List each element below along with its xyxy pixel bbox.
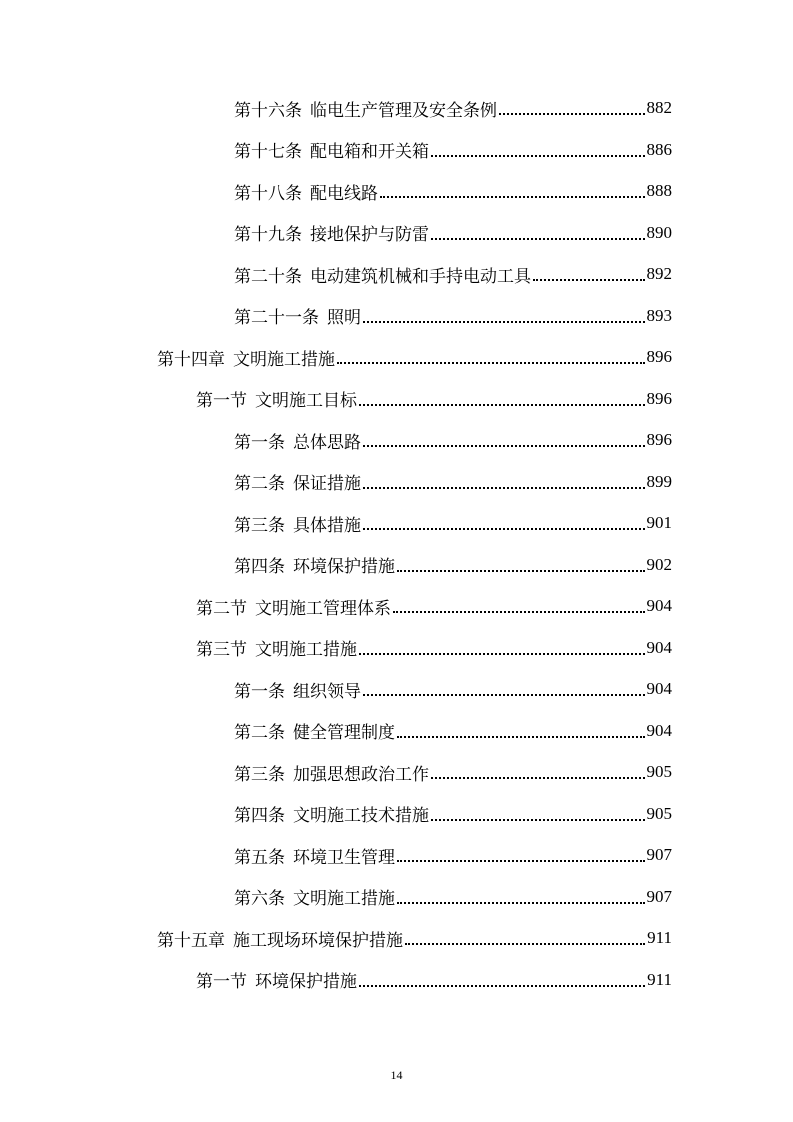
dot-leader: [363, 694, 645, 696]
dot-leader: [359, 404, 645, 406]
toc-entry-title: 临电生产管理及安全条例: [310, 100, 497, 121]
toc-entry-page: 911: [647, 969, 672, 989]
toc-entry-section[interactable]: [196, 628, 672, 668]
toc-entry-label: 第十九条: [234, 225, 302, 245]
dot-leader: [431, 155, 645, 157]
dot-leader: [397, 860, 645, 862]
toc-entry-title: 环境保护措施: [255, 972, 357, 992]
toc-entry-title: 配电箱和开关箱: [310, 142, 429, 162]
toc-entry-page: 899: [646, 471, 672, 491]
toc-entry-section[interactable]: [196, 960, 672, 1000]
toc-entry-title: 环境保护措施: [293, 557, 395, 577]
toc-entry-section[interactable]: [196, 379, 672, 419]
toc-entry-article[interactable]: [234, 88, 672, 128]
toc-entry-page: 907: [646, 886, 672, 906]
toc-entry-article[interactable]: [234, 130, 672, 170]
toc-entry-page: 904: [646, 720, 672, 740]
toc-entry-chapter[interactable]: [157, 918, 672, 958]
toc-entry-label: 第二条: [234, 723, 285, 743]
dot-leader: [431, 777, 645, 779]
toc-entry-page: 907: [646, 845, 672, 864]
toc-entry-page: 896: [646, 347, 672, 366]
toc-entry-article[interactable]: [234, 669, 672, 709]
toc-entry-title: 施工现场环境保护措施: [233, 930, 403, 951]
toc-entry-chapter[interactable]: [157, 337, 672, 377]
dot-leader: [397, 902, 645, 904]
toc-entry-article[interactable]: [234, 171, 672, 211]
toc-entry-label: 第五条: [234, 847, 285, 868]
toc-entry-label: 第二十一条: [234, 308, 319, 328]
toc-entry-page: 888: [646, 181, 672, 200]
toc-entry-label: 第十七条: [234, 142, 302, 162]
toc-entry-page: 896: [646, 430, 672, 449]
toc-entry-title: 文明施工措施: [233, 349, 335, 370]
dot-leader: [359, 653, 645, 655]
toc-entry-label: 第三条: [234, 764, 285, 785]
toc-entry-title: 文明施工目标: [255, 391, 357, 411]
toc-entry-label: 第十八条: [234, 183, 302, 204]
toc-entry-label: 第十五章: [157, 930, 225, 951]
toc-entry-label: 第一节: [196, 972, 247, 992]
toc-entry-page: 886: [646, 139, 672, 159]
dot-leader: [363, 321, 645, 323]
toc-entry-page: 890: [646, 222, 672, 242]
toc-entry-title: 加强思想政治工作: [293, 764, 429, 785]
toc-entry-article[interactable]: [234, 877, 672, 917]
toc-entry-page: 902: [646, 554, 672, 574]
toc-entry-title: 具体措施: [293, 515, 361, 536]
toc-entry-label: 第三节: [196, 640, 247, 660]
toc-entry-label: 第二节: [196, 598, 247, 619]
toc-entry-title: 总体思路: [293, 432, 361, 453]
toc-entry-title: 文明施工技术措施: [293, 806, 429, 826]
dot-leader: [397, 570, 645, 572]
toc-entry-page: 905: [646, 762, 672, 781]
dot-leader: [337, 362, 645, 364]
toc-entry-label: 第十六条: [234, 100, 302, 121]
toc-entry-article[interactable]: [234, 420, 672, 460]
dot-leader: [431, 238, 645, 240]
toc-entry-page: 882: [646, 98, 672, 117]
toc-entry-page: 896: [646, 388, 672, 408]
toc-entry-article[interactable]: [234, 254, 672, 294]
toc-entry-title: 接地保护与防雷: [310, 225, 429, 245]
toc-entry-title: 照明: [327, 308, 361, 328]
toc-entry-article[interactable]: [234, 462, 672, 502]
toc-entry-label: 第一节: [196, 391, 247, 411]
toc-entry-page: 911: [647, 928, 672, 947]
dot-leader: [363, 445, 645, 447]
toc-entry-title: 环境卫生管理: [293, 847, 395, 868]
toc-entry-title: 文明施工措施: [293, 889, 395, 909]
toc-entry-page: 893: [646, 305, 672, 325]
toc-entry-article[interactable]: [234, 835, 672, 875]
toc-entry-label: 第三条: [234, 515, 285, 536]
toc-entry-label: 第六条: [234, 889, 285, 909]
dot-leader: [397, 736, 645, 738]
toc-entry-label: 第四条: [234, 557, 285, 577]
toc-entry-article[interactable]: [234, 503, 672, 543]
dot-leader: [363, 528, 645, 530]
toc-entry-title: 健全管理制度: [293, 723, 395, 743]
page-number: 14: [390, 1068, 403, 1082]
toc-entry-page: 904: [646, 679, 672, 698]
toc-entry-article[interactable]: [234, 794, 672, 834]
dot-leader: [533, 279, 645, 281]
toc-entry-section[interactable]: [196, 586, 672, 626]
toc-entry-page: 901: [646, 513, 672, 532]
dot-leader: [359, 985, 645, 987]
toc-entry-title: 配电线路: [310, 183, 378, 204]
toc-entry-title: 电动建筑机械和手持电动工具: [310, 266, 531, 287]
toc-entry-title: 保证措施: [293, 474, 361, 494]
toc-entry-label: 第二十条: [234, 266, 302, 287]
dot-leader: [380, 196, 645, 198]
toc-entry-article[interactable]: [234, 545, 672, 585]
dot-leader: [363, 487, 645, 489]
toc-entry-label: 第一条: [234, 681, 285, 702]
toc-entry-page: 904: [646, 596, 672, 615]
toc-entry-page: 905: [646, 803, 672, 823]
toc-entry-page: 904: [646, 637, 672, 657]
toc-entry-article[interactable]: [234, 711, 672, 751]
toc-entry-label: 第四条: [234, 806, 285, 826]
toc-entry-label: 第一条: [234, 432, 285, 453]
toc-entry-article[interactable]: [234, 213, 672, 253]
toc-entry-title: 组织领导: [293, 681, 361, 702]
dot-leader: [431, 819, 645, 821]
toc-entry-label: 第十四章: [157, 349, 225, 370]
dot-leader: [499, 113, 645, 115]
dot-leader: [405, 943, 645, 945]
toc-entry-title: 文明施工措施: [255, 640, 357, 660]
toc-entry-page: 892: [646, 264, 672, 283]
toc-entry-article[interactable]: [234, 296, 672, 336]
toc-entry-title: 文明施工管理体系: [255, 598, 391, 619]
toc-entry-article[interactable]: [234, 752, 672, 792]
dot-leader: [393, 611, 645, 613]
toc-entry-label: 第二条: [234, 474, 285, 494]
